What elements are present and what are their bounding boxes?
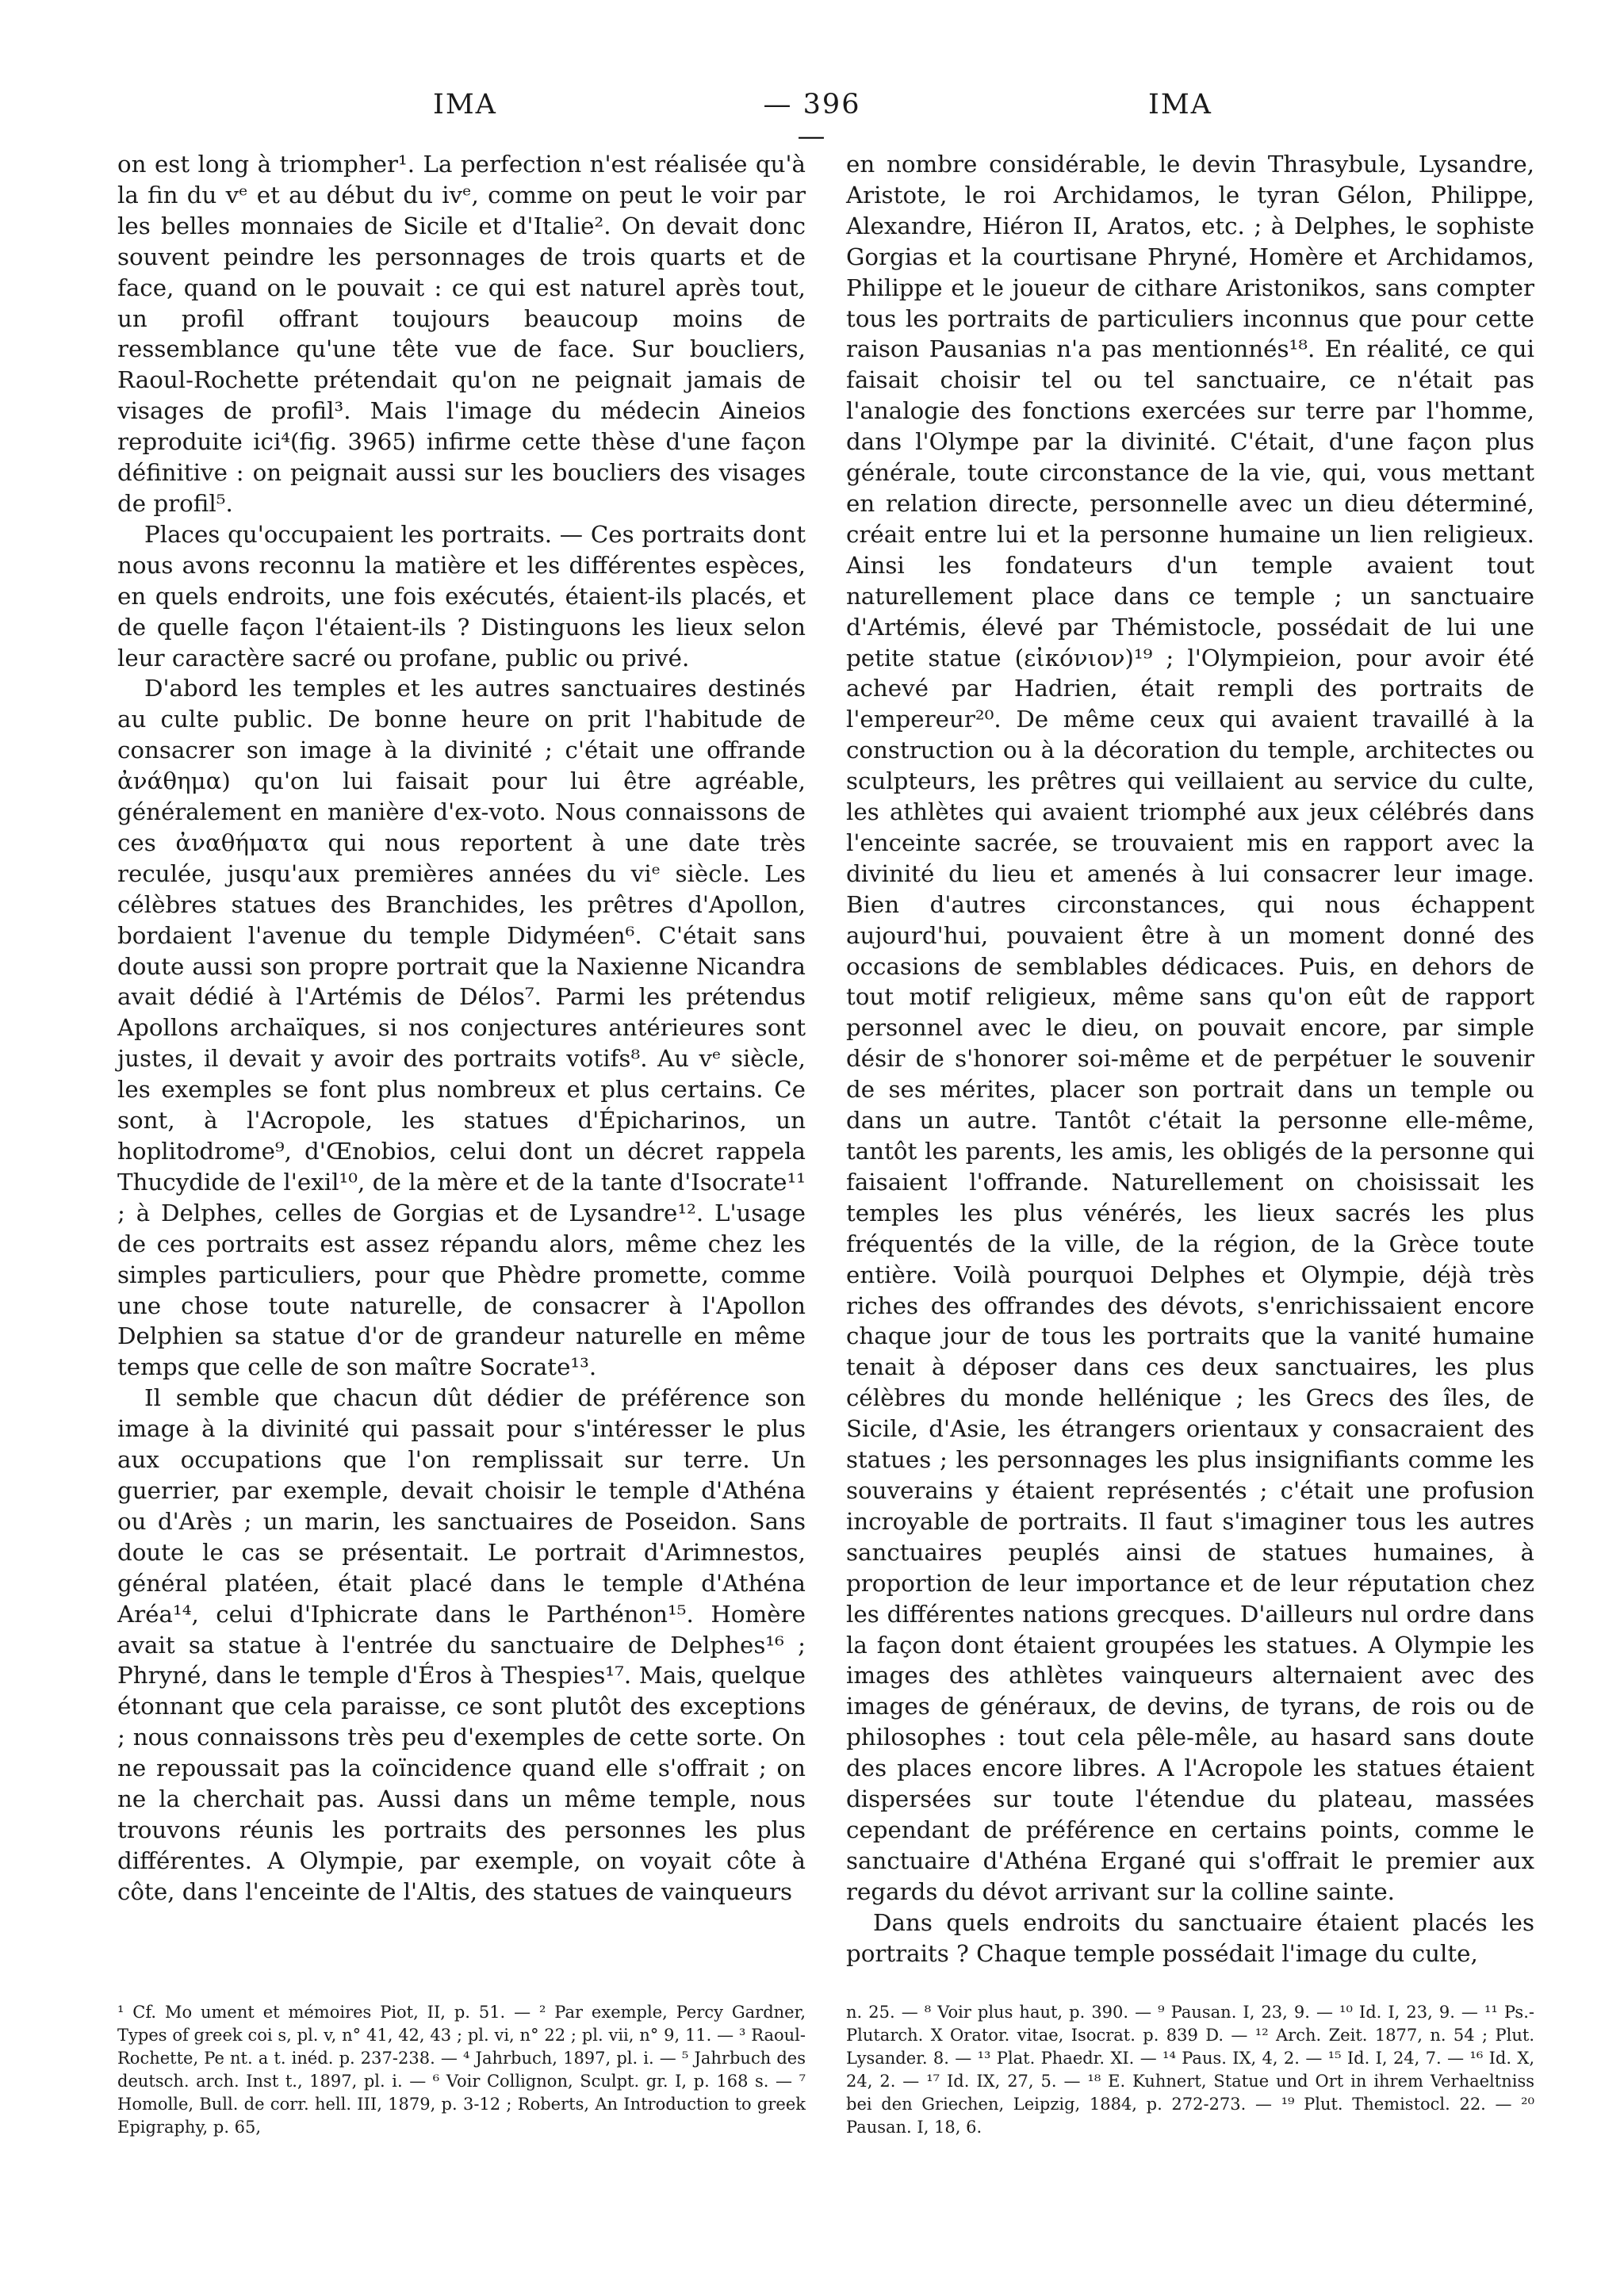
paragraph: Places qu'occupaient les portraits. — Ces portraits dont nous avons reconnu la matière et les différentes espèces, en quels endroits, une fois exécutés, étaient-ils placés, et de quelle façon l'étaient-ils ? Distinguons les lieux selon leur caractère sacré ou profane, public ou privé. xyxy=(117,520,806,672)
page-number: — 396 — xyxy=(763,89,861,152)
paragraph: Il semble que chacun dût dédier de préférence son image à la divinité qui passait pour s'intéresser le plus aux occupations que l'on remplissait sur terre. Un guerrier, par exemple, devait choisir le temple d'Athéna ou d'Arès ; un marin, les sanctuaires de Poseidon. Sans doute le cas se présentait. Le portrait d'Arimnestos, général platéen, était placé dans le temple d'Athéna Aréa¹⁴, celui d'Iphicrate dans le Parthénon¹⁵. Homère avait sa statue à l'entrée du sanctuaire de Delphes¹⁶ ; Phryné, dans le temple d'Éros à Thespies¹⁷. Mais, quelque étonnant que cela paraisse, ce sont plutôt des exceptions ; nous connaissons très peu d'exemples de cette sorte. On ne repoussait pas la coïncidence quand elle s'offrait ; on ne la cherchait pas. Aussi dans un même temple, nous trouvons réunis les portraits des personnes les plus différentes. A Olympie, par exemple, on voyait côte à côte, dans l'enceinte de l'Altis, des statues de vainqueurs xyxy=(117,1384,806,1905)
footnotes-left xyxy=(117,2001,806,2139)
paragraph: Dans quels endroits du sanctuaire étaient placés les portraits ? Chaque temple possédait l'image du culte, xyxy=(846,1908,1534,1967)
footnotes-right xyxy=(846,2001,1534,2139)
paragraph: on est long à triompher¹. La perfection n'est réalisée qu'à la fin du vᵉ et au début du ivᵉ, comme on peut le voir par les belles monnaies de Sicile et d'Italie². On devait donc souvent peindre les personnages de trois quarts et de face, quand on le pouvait : ce qui est naturel après tout, un profil offrant toujours beaucoup moins de ressemblance qu'une tête vue de face. Sur boucliers, Raoul-Rochette prétendait qu'on ne peignait jamais de visages de profil³. Mais l'image du médecin Aineios reproduite ici⁴(fig. 3965) infirme cette thèse d'une façon définitive : on peignait aussi sur les boucliers des visages de profil⁵. xyxy=(117,151,806,517)
header-right-keyword: IMA xyxy=(1148,89,1212,121)
paragraph: D'abord les temples et les autres sanctuaires destinés au culte public. De bonne heure on prit l'habitude de consacrer son image à la divinité ; c'était une offrande ἀνάθημα) qu'on lui faisait pour lui être agréable, généralement en manière d'ex-voto. Nous connaissons de ces ἀναθήματα qui nous reportent à une date très reculée, jusqu'aux premières années du viᵉ siècle. Les célèbres statues des Branchides, les prêtres d'Apollon, bordaient l'avenue du temple Didyméen⁶. C'était sans doute aussi son propre portrait que la Naxienne Nicandra avait dédié à l'Artémis de Délos⁷. Parmi les prétendus Apollons archaïques, si nos conjectures antérieures sont justes, il devait y avoir des portraits votifs⁸. Au vᵉ siècle, les exemples se font plus nombreux et plus certains. Ce sont, à l'Acropole, les statues d'Épicharinos, un hoplitodrome⁹, d'Œnobios, celui dont un décret rappela Thucydide de l'exil¹⁰, de la mère et de la tante d'Isocrate¹¹ ; à Delphes, celles de Gorgias et de Lysandre¹². L'usage de ces portraits est assez répandu alors, même chez les simples particuliers, pour que Phèdre promette, comme une chose toute naturelle, de consacrer à l'Apollon Delphien sa statue d'or de grandeur naturelle en même temps que celle de son maître Socrate¹³. xyxy=(117,675,806,1381)
running-header xyxy=(0,89,1624,152)
footnote-text: ¹ Cf. Mo ument et mémoires Piot, II, p. 51. — ² Par exemple, Percy Gardner, Types of greek coi s, pl. v, n° 41, 42, 43 ; pl. vi, n° 22 ; pl. vii, n° 9, 11. — ³ Raoul-Rochette, Pe nt. a t. inéd. p. 237-238. — ⁴ Jahrbuch, 1897, pl. i. — ⁵ Jahrbuch des deutsch. arch. Inst t., 1897, pl. i. — ⁶ Voir Collignon, Sculpt. gr. I, p. 168 s. — ⁷ Homolle, Bull. de corr. hell. III, 1879, p. 3-12 ; Roberts, An Introduction to greek Epigraphy, p. 65, xyxy=(117,2003,806,2137)
paragraph: en nombre considérable, le devin Thrasybule, Lysandre, Aristote, le roi Archidamos, le tyran Gélon, Philippe, Alexandre, Hiéron II, Aratos, etc. ; à Delphes, le sophiste Gorgias et la courtisane Phryné, Homère et Archidamos, Philippe et le joueur de cithare Aristonikos, sans compter tous les portraits de particuliers inconnus que pour cette raison Pausanias n'a pas mentionnés¹⁸. En réalité, ce qui faisait choisir tel ou tel sanctuaire, ce n'était pas l'analogie des fonctions exercées sur terre par l'homme, dans l'Olympe par la divinité. C'était, d'une façon plus générale, toute circonstance de la vie, qui, vous mettant en relation directe, personnelle avec un dieu déterminé, créait entre lui et la personne humaine un lien religieux. Ainsi les fondateurs d'un temple avaient tout naturellement place dans ce temple ; un sanctuaire d'Artémis, élevé par Thémistocle, possédait de lui une petite statue (εἰκόνιον)¹⁹ ; l'Olympieion, pour avoir été achevé par Hadrien, était rempli des portraits de l'empereur²⁰. De même ceux qui avaient travaillé à la construction ou à la décoration du temple, architectes ou sculpteurs, les prêtres qui veillaient au service du culte, les athlètes qui avaient triomphé aux jeux célébrés dans l'enceinte sacrée, se trouvaient mis en rapport avec la divinité du lieu et amenés à lui consacrer leur image. Bien d'autres circonstances, qui nous échappent aujourd'hui, pouvaient être à un moment donné des occasions de semblables dédicaces. Puis, en dehors de tout motif religieux, même sans qu'on eût de rapport personnel avec le dieu, on pouvait encore, par simple désir de s'honorer soi-même et de perpétuer le souvenir de ses mérites, placer son portrait dans un temple ou dans un autre. Tantôt c'était la personne elle-même, tantôt les parents, les amis, les obligés de la personne qui faisaient l'offrande. Naturellement on choisissait les temples les plus vénérés, les lieux sacrés les plus fréquentés de la ville, de la région, de la Grèce toute entière. Voilà pourquoi Delphes et Olympie, déjà très riches des offrandes des dévots, s'enrichissaient encore chaque jour de tous les portraits que la vanité humaine tenait à déposer dans ces deux sanctuaires, les plus célèbres du monde hellénique ; les Grecs des îles, de Sicile, d'Asie, les étrangers orientaux y consacraient des statues ; les personnages les plus insignifiants comme les souverains y étaient représentés ; c'était une profusion incroyable de portraits. Il faut s'imaginer tous les autres sanctuaires peuplés ainsi de statues humaines, à proportion de leur importance et de leur réputation chez les différentes nations grecques. D'ailleurs nul ordre dans la façon dont étaient groupées les statues. A Olympie les images des athlètes vainqueurs alternaient avec des images de généraux, de devins, de tyrans, de rois ou de philosophes : tout cela pêle-mêle, au hasard sans doute des places encore libres. A l'Acropole les statues étaient dispersées sur toute l'étendue du plateau, massées cependant de préférence en certains points, comme le sanctuaire d'Athéna Ergané qui s'offrait le premier aux regards du dévot arrivant sur la colline sainte. xyxy=(846,151,1534,1905)
header-left-keyword: IMA xyxy=(433,89,497,121)
right-column xyxy=(846,149,1534,1969)
footnote-text: n. 25. — ⁸ Voir plus haut, p. 390. — ⁹ Pausan. I, 23, 9. — ¹⁰ Id. I, 23, 9. — ¹¹ Ps.-Plutarch. X Orator. vitae, Isocrat. p. 839 D. — ¹² Arch. Zeit. 1877, n. 54 ; Plut. Lysander. 8. — ¹³ Plat. Phaedr. XI. — ¹⁴ Paus. IX, 4, 2. — ¹⁵ Id. I, 24, 7. — ¹⁶ Id. X, 24, 2. — ¹⁷ Id. IX, 27, 5. — ¹⁸ E. Kuhnert, Statue und Ort in ihrem Verhaeltniss bei den Griechen, Leipzig, 1884, p. 272-273. — ¹⁹ Plut. Themistocl. 22. — ²⁰ Pausan. I, 18, 6. xyxy=(846,2003,1534,2137)
left-column xyxy=(117,149,806,1908)
